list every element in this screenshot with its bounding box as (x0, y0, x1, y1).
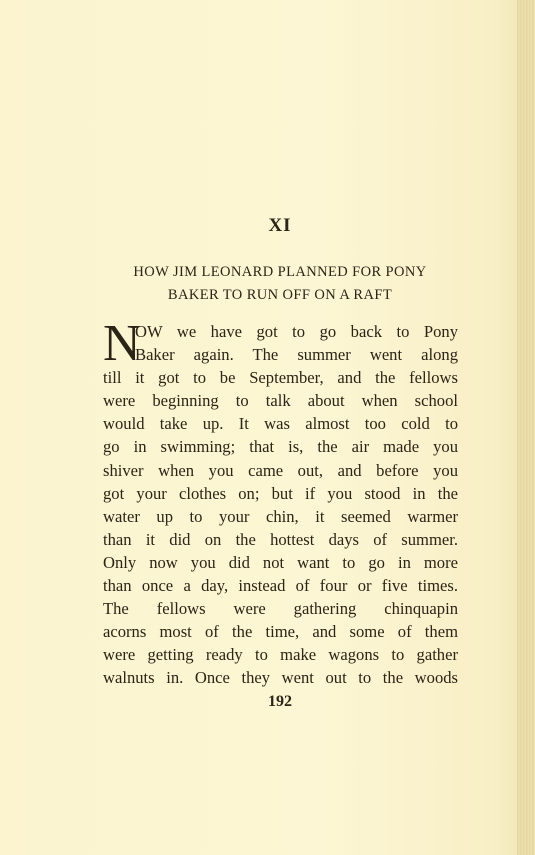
drop-cap: N (103, 315, 141, 372)
text-line: acorns most of the time, and some of them (103, 622, 458, 642)
chapter-title (100, 261, 460, 307)
text-line: The fellows were gathering chinquapin (103, 599, 458, 619)
text-line: got your clothes on; but if you stood in the (103, 483, 458, 503)
page-number: 192 (268, 693, 292, 710)
text-line: Only now you did not want to go in more (103, 552, 458, 572)
text-line: shiver when you came out, and before you (103, 460, 458, 480)
text-line: would take up. It was almost too cold to (103, 414, 458, 434)
text-line: water up to your chin, it seemed warmer (103, 506, 458, 526)
text-line: than once a day, instead of four or five times. (103, 576, 458, 596)
text-line: than it did on the hottest days of summer. (103, 529, 458, 549)
text-line: walnuts in. Once they went out to the woods (103, 668, 458, 688)
page-edge (517, 0, 535, 855)
chapter-number: XI (268, 215, 292, 236)
chapter-title-line: HOW JIM LEONARD PLANNED FOR PONY (133, 264, 427, 280)
body-text (103, 315, 458, 690)
text-line: Baker again. The summer went along (135, 345, 458, 365)
text-line: were beginning to talk about when school (103, 391, 458, 411)
text-line: OW we have got to go back to Pony (135, 322, 458, 341)
text-line: were getting ready to make wagons to gather (103, 645, 458, 665)
chapter-title-line: BAKER TO RUN OFF ON A RAFT (167, 287, 393, 303)
text-line: till it got to be September, and the fellows (103, 368, 458, 388)
text-line: go in swimming; that is, the air made you (103, 437, 458, 457)
